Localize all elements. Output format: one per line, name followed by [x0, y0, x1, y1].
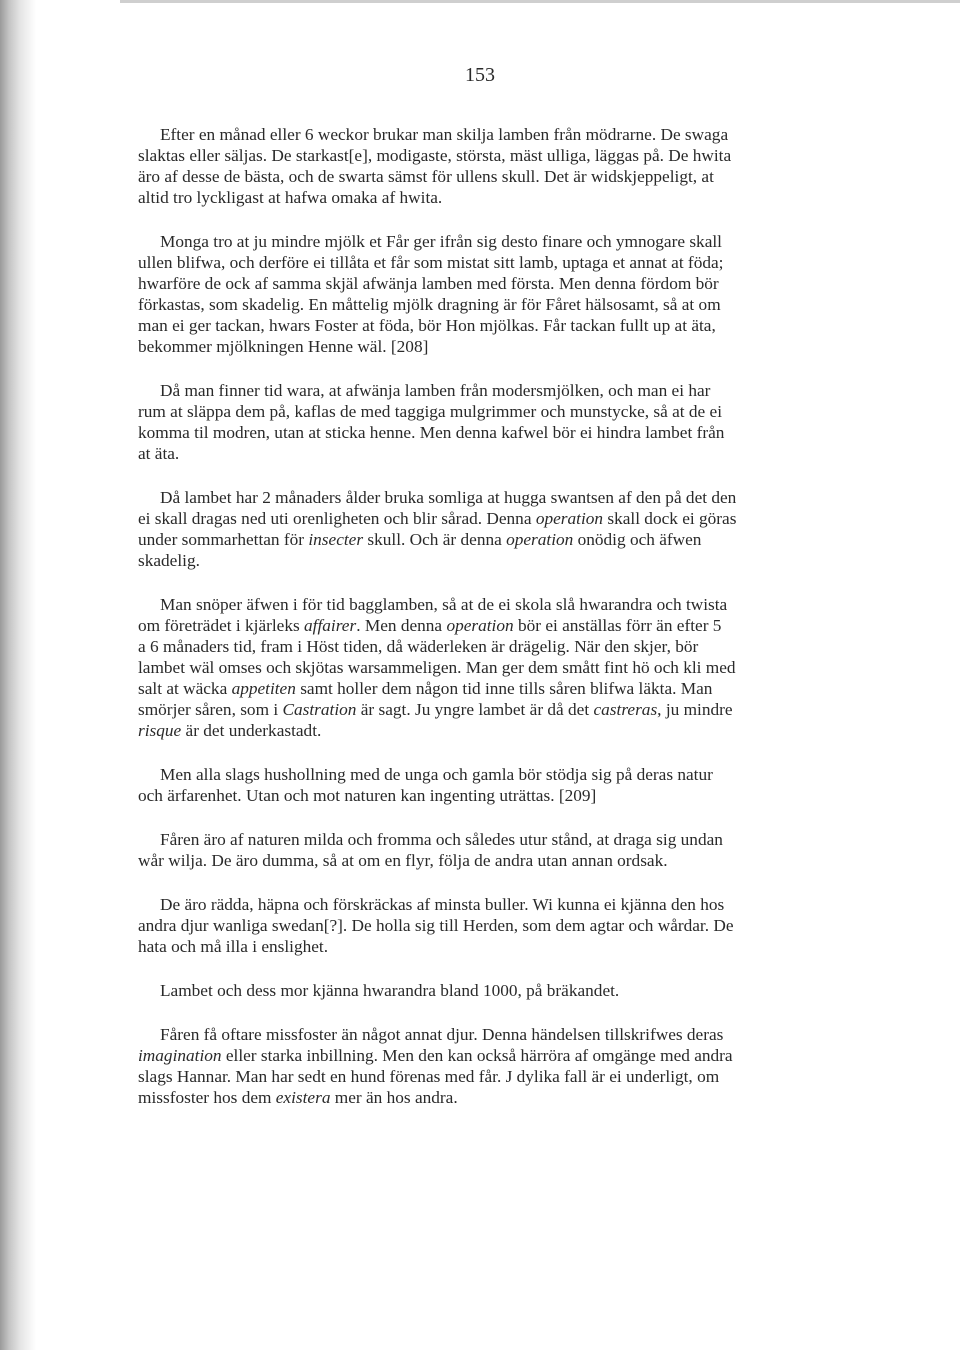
text-line: Men alla slags hushollning med de unga och gamla bör stödja sig på deras natur — [160, 765, 713, 784]
text-line: Fåren få oftare missfoster än något annat djur. Denna händelsen tillskrifwes deras — [160, 1025, 724, 1044]
text-line: andra djur wanliga swedan[?]. De holla sig till Herden, som dem agtar och wårdar. De — [138, 916, 734, 935]
text-line: under sommarhettan för insecter skull. Och är denna operation onödig och äfwen — [138, 530, 702, 549]
text-line: Lambet och dess mor kjänna hwarandra bland 1000, på bräkandet. — [160, 981, 620, 1000]
paragraph-3 — [138, 380, 838, 464]
paragraph-7 — [138, 829, 838, 871]
text-line: wår wilja. De äro dumma, så at om en flyr, följa de andra utan annan ordsak. — [138, 851, 668, 870]
text-line: komma til modren, utan at sticka henne. Men denna kafwel bör ei hindra lambet från — [138, 423, 725, 442]
text-line: ei skall dragas ned uti orenligheten och blir sårad. Denna operation skall dock ei göras — [138, 509, 737, 528]
text-line: Man snöper äfwen i för tid bagglamben, så at de ei skola slå hwarandra och twista — [160, 595, 728, 614]
text-line: Fåren äro af naturen milda och fromma och således utur stånd, at draga sig undan — [160, 830, 723, 849]
text-line: man ei ger tackan, hwars Foster at föda, bör Hon mjölkas. Får tackan fullt up at äta, — [138, 316, 716, 335]
paragraph-2 — [138, 231, 838, 357]
text-line: Då man finner tid wara, at afwänja lamben från modersmjölken, och man ei har — [160, 381, 711, 400]
italic-term: castreras — [593, 700, 658, 719]
text-line: slaktas eller säljas. De starkast[e], modigaste, största, mäst ulliga, läggas på. De hwita — [138, 146, 732, 165]
paragraph-9 — [138, 980, 838, 1001]
text-line: De äro rädda, häpna och förskräckas af minsta buller. Wi kunna ei kjänna den hos — [160, 895, 725, 914]
text-line: om företrädet i kjärleks affairer. Men denna operation bör ei anställas förr än efter 5 — [138, 616, 722, 635]
text-line: hata och må illa i enslighet. — [138, 937, 329, 956]
italic-term: operation — [446, 616, 514, 635]
page-number: 153 — [465, 64, 495, 86]
text-line: smörjer såren, som i Castration är sagt. Ju yngre lambet är då det castreras, ju mindre — [138, 700, 733, 719]
paragraph-10 — [138, 1024, 838, 1108]
scan-top-edge — [120, 0, 960, 3]
text-line: rum at släppa dem på, kaflas de med taggiga mulgrimmer och munstycke, så at de ei — [138, 402, 723, 421]
italic-term: imagination — [138, 1046, 222, 1065]
text-line: imagination eller starka inbillning. Men den kan också härröra af omgänge med andra — [138, 1046, 733, 1065]
page-body — [138, 124, 838, 1131]
text-line: äro af desse de bästa, och de swarta sämst för ullens skull. Det är widskjeppeligt, at — [138, 167, 714, 186]
text-line: salt at wäcka appetiten samt holler dem någon tid inne tills såren blifwa läkta. Man — [138, 679, 713, 698]
text-line: Då lambet har 2 månaders ålder bruka somliga at hugga swantsen af den på det den — [160, 488, 737, 507]
paragraph-8 — [138, 894, 838, 957]
text-line: lambet wäl omses och skjötas warsammeligen. Man ger dem smått fint hö och kli med — [138, 658, 736, 677]
text-line: förkastas, som skadelig. En måttelig mjölk dragning är för Fåret hälsosamt, så at om — [138, 295, 721, 314]
italic-term: risque — [138, 721, 182, 740]
text-line: Efter en månad eller 6 weckor brukar man skilja lamben från mödrarne. De swaga — [160, 125, 729, 144]
paragraph-6 — [138, 764, 838, 806]
italic-term: appetiten — [231, 679, 296, 698]
italic-term: operation — [535, 509, 604, 528]
text-line: hwarföre de ock af samma skjäl afwänja lamben med första. Men denna fördom bör — [138, 274, 719, 293]
italic-term: operation — [506, 530, 574, 549]
paragraph-1 — [138, 124, 838, 208]
text-line: och ärfarenhet. Utan och mot naturen kan ingenting uträttas. [209] — [138, 786, 597, 805]
text-line: missfoster hos dem existera mer än hos andra. — [138, 1088, 458, 1107]
text-line: risque är det underkastadt. — [138, 721, 322, 740]
text-line: slags Hannar. Man har sedt en hund förenas med får. J dylika fall är ei underligt, om — [138, 1067, 720, 1086]
text-line: a 6 månaders tid, fram i Höst tiden, då wäderleken är drägelig. När den skjer, bör — [138, 637, 699, 656]
text-line: Monga tro at ju mindre mjölk et Får ger ifrån sig desto finare och ymnogare skall — [160, 232, 722, 251]
text-line: bekommer mjölkningen Henne wäl. [208] — [138, 337, 429, 356]
italic-term: affairer — [304, 616, 357, 635]
italic-term: existera — [275, 1088, 331, 1107]
text-line: altid tro lyckligast at hafwa omaka af hwita. — [138, 188, 443, 207]
text-line: skadelig. — [138, 551, 200, 570]
paragraph-5 — [138, 594, 838, 741]
italic-term: insecter — [308, 530, 364, 549]
text-line: at äta. — [138, 444, 180, 463]
text-line: ullen blifwa, och derföre ei tillåta et får som mistat sitt lamb, uptaga et annat at föda; — [138, 253, 724, 272]
paragraph-4 — [138, 487, 838, 571]
italic-term: Castration — [282, 700, 357, 719]
scan-binding-shadow — [0, 0, 36, 1350]
